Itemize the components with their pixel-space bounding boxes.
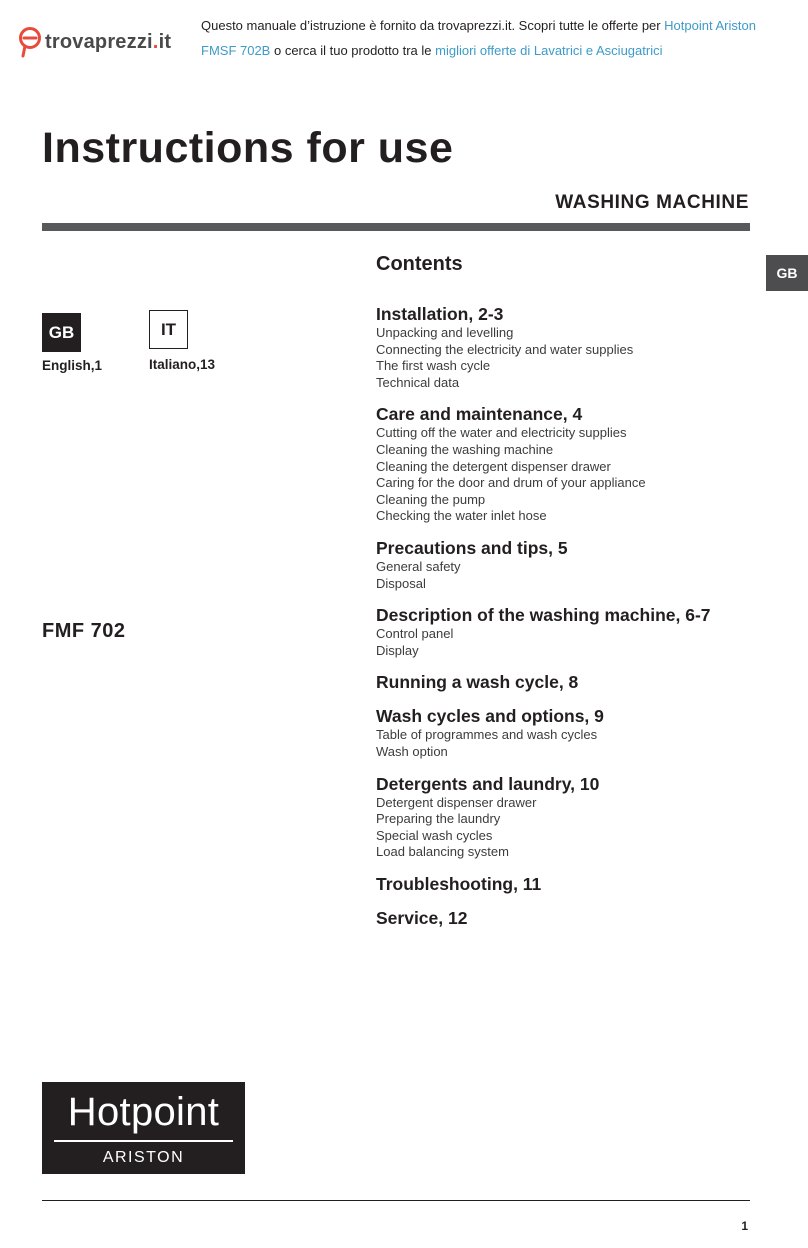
brand-name: Hotpoint [67,1090,220,1134]
toc-section [376,604,756,659]
trovaprezzi-logo[interactable] [18,26,171,58]
brand-link[interactable]: Hotpoint Ariston [664,18,756,33]
language-it-label: Italiano,13 [149,357,216,372]
toc-item[interactable]: Cleaning the detergent dispenser drawer [376,458,611,474]
toc-section [376,705,756,760]
model-link[interactable]: FMSF 702B [201,43,271,58]
toc-item[interactable]: Preparing the laundry [376,811,501,827]
toc-section-title[interactable]: Service, 12 [376,907,468,928]
toc-item[interactable]: Display [376,642,419,658]
toc-section-title[interactable]: Troubleshooting, 11 [376,873,542,894]
table-of-contents [376,303,756,941]
language-gb-label: English,1 [42,358,103,373]
toc-item[interactable]: Connecting the electricity and water supplies [376,341,634,357]
toc-item[interactable]: Control panel [376,626,454,642]
product-type: WASHING MACHINE [555,192,749,213]
model-number: FMF 702 [42,620,126,642]
toc-item[interactable]: Unpacking and levelling [376,325,514,340]
toc-item[interactable]: The first wash cycle [376,358,491,374]
toc-section [376,537,756,592]
toc-item[interactable]: Special wash cycles [376,827,493,843]
brand-divider [54,1140,233,1142]
page-title: Instructions for use [42,124,454,172]
toc-section-title[interactable]: Description of the washing machine, 6-7 [376,605,711,626]
toc-section-title[interactable]: Installation, 2-3 [376,304,504,324]
page-number: 1 [741,1219,748,1233]
toc-section [376,671,756,693]
affiliate-banner [201,13,756,63]
banner-line-2: FMSF 702B o cerca il tuo prodotto tra le migliori offerte di Lavatrici e Asciugatrici [201,43,663,58]
toc-item[interactable]: Disposal [376,575,426,591]
toc-item[interactable]: Cleaning the pump [376,491,486,507]
toc-section [376,907,756,929]
toc-section [376,873,756,895]
banner-line-1: Questo manuale d’istruzione è fornito da trovaprezzi.it. Scopri tutte le offerte per Hotpoint Ariston [201,13,756,38]
hotpoint-ariston-logo [42,1082,245,1174]
toc-section-title[interactable]: Wash cycles and options, 9 [376,706,604,727]
toc-item[interactable]: Detergent dispenser drawer [376,794,537,810]
toc-item[interactable]: Cleaning the washing machine [376,441,554,457]
price-tag-icon [18,26,42,58]
toc-item[interactable]: Technical data [376,374,460,390]
toc-section [376,403,756,525]
toc-item[interactable]: Caring for the door and drum of your appliance [376,475,646,491]
toc-item[interactable]: Load balancing system [376,844,509,860]
language-side-tab: GB [766,255,808,291]
toc-section-title[interactable]: Detergents and laundry, 10 [376,773,600,794]
toc-item[interactable]: General safety [376,558,461,574]
contents-heading: Contents [376,253,463,275]
language-it[interactable]: IT [149,310,188,349]
title-divider [42,223,750,231]
toc-section-title[interactable]: Running a wash cycle, 8 [376,672,579,693]
offers-link[interactable]: migliori offerte di Lavatrici e Asciugatrici [435,43,663,58]
toc-section-title[interactable]: Precautions and tips, 5 [376,537,568,558]
toc-item[interactable]: Cutting off the water and electricity supplies [376,425,627,441]
toc-item[interactable]: Wash option [376,743,448,759]
language-gb[interactable]: GB [42,313,81,352]
toc-section [376,303,756,391]
toc-item[interactable]: Table of programmes and wash cycles [376,727,598,743]
footer-divider [42,1200,750,1201]
toc-item[interactable]: Checking the water inlet hose [376,508,547,524]
toc-section [376,773,756,861]
toc-section-title[interactable]: Care and maintenance, 4 [376,404,583,425]
brand-sub: ARISTON [102,1149,185,1166]
logo-wordmark: trovaprezzi.it [45,30,172,53]
